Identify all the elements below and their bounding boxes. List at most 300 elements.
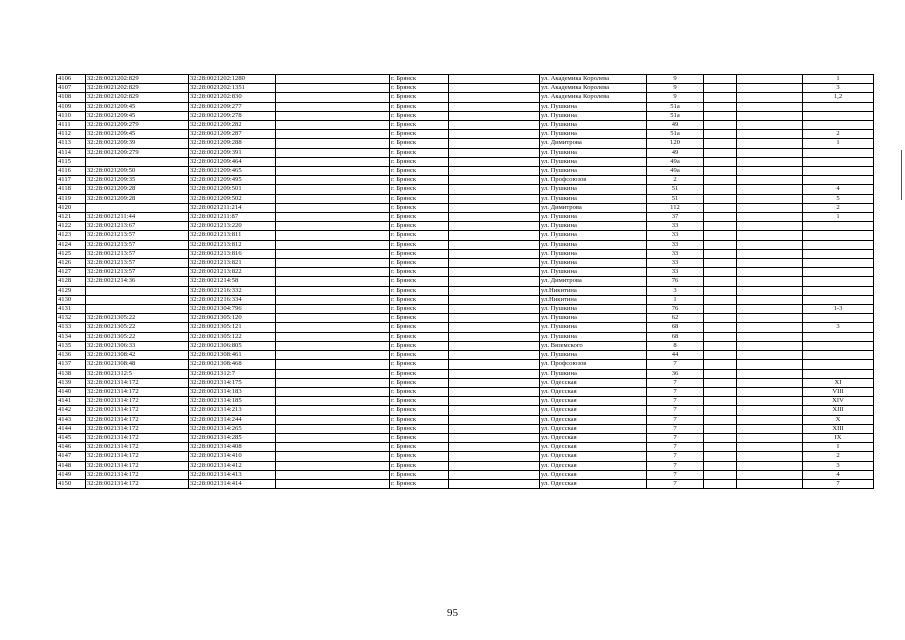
empty-cell-cell <box>449 259 540 268</box>
empty-cell-cell <box>737 240 803 249</box>
table-row <box>57 479 874 488</box>
table-row <box>57 406 874 415</box>
house-number-cell: 7 <box>647 378 704 387</box>
table-row <box>57 194 874 203</box>
empty-cell-cell <box>276 351 390 360</box>
parent-cadastral-number-cell: 32:28:0021314:172 <box>86 479 189 488</box>
table-row <box>57 461 874 470</box>
city-cell: г. Брянск <box>390 167 449 176</box>
empty-cell-cell <box>449 443 540 452</box>
house-number-cell: 7 <box>647 433 704 442</box>
cadastral-number-cell: 32:28:0021202:830 <box>189 93 276 102</box>
cadastral-number-cell: 32:28:0021216:332 <box>189 286 276 295</box>
empty-cell-cell <box>737 148 803 157</box>
house-number-cell: 7 <box>647 387 704 396</box>
parent-cadastral-number-cell: 32:28:0021209:45 <box>86 111 189 120</box>
table-row <box>57 102 874 111</box>
cadastral-number-cell: 32:28:0021209:278 <box>189 111 276 120</box>
empty-cell-cell <box>704 387 737 396</box>
empty-cell-cell <box>704 424 737 433</box>
cadastral-number-cell: 32:28:0021214:58 <box>189 277 276 286</box>
street-cell: ул. Академика Королева <box>540 93 647 102</box>
parent-cadastral-number-cell: 32:28:0021202:829 <box>86 84 189 93</box>
empty-cell-cell <box>449 249 540 258</box>
house-number-cell: 49а <box>647 157 704 166</box>
city-cell: г. Брянск <box>390 93 449 102</box>
parent-cadastral-number-cell: 32:28:0021209:45 <box>86 102 189 111</box>
table-row <box>57 378 874 387</box>
city-cell: г. Брянск <box>390 148 449 157</box>
empty-cell-cell <box>276 259 390 268</box>
cadastral-number-cell: 32:28:0021314:213 <box>189 406 276 415</box>
empty-cell-cell <box>704 314 737 323</box>
city-cell: г. Брянск <box>390 433 449 442</box>
empty-cell-cell <box>704 406 737 415</box>
empty-cell-cell <box>276 84 390 93</box>
house-number-cell: 7 <box>647 443 704 452</box>
empty-cell-cell <box>737 121 803 130</box>
empty-cell-cell <box>737 176 803 185</box>
empty-cell-cell <box>737 102 803 111</box>
city-cell: г. Брянск <box>390 406 449 415</box>
street-cell: ул. Одесская <box>540 452 647 461</box>
empty-cell-cell <box>449 461 540 470</box>
empty-cell-cell <box>449 397 540 406</box>
table-row <box>57 157 874 166</box>
record-number-cell: 4138 <box>57 369 86 378</box>
street-cell: ул. Пушкина <box>540 148 647 157</box>
parent-cadastral-number-cell: 32:28:0021314:172 <box>86 415 189 424</box>
cadastral-number-cell: 32:28:0021314:285 <box>189 433 276 442</box>
empty-cell-cell <box>704 277 737 286</box>
record-number-cell: 4128 <box>57 277 86 286</box>
empty-cell-cell <box>449 75 540 84</box>
empty-cell-cell <box>704 93 737 102</box>
parent-cadastral-number-cell: 32:28:0021314:172 <box>86 443 189 452</box>
street-cell: ул. Одесская <box>540 470 647 479</box>
city-cell: г. Брянск <box>390 369 449 378</box>
house-number-cell: 7 <box>647 470 704 479</box>
city-cell: г. Брянск <box>390 176 449 185</box>
scan-edge-mark <box>901 150 902 200</box>
empty-cell-cell <box>276 194 390 203</box>
empty-cell-cell <box>737 470 803 479</box>
table-row <box>57 397 874 406</box>
house-number-cell: 33 <box>647 259 704 268</box>
house-number-cell: 33 <box>647 222 704 231</box>
street-cell: ул. Пушкина <box>540 323 647 332</box>
apartment-number-cell: 5 <box>803 194 874 203</box>
empty-cell-cell <box>276 406 390 415</box>
parent-cadastral-number-cell: 32:28:0021306:33 <box>86 341 189 350</box>
city-cell: г. Брянск <box>390 139 449 148</box>
cadastral-number-cell: 32:28:0021211:214 <box>189 203 276 212</box>
house-number-cell: 9 <box>647 84 704 93</box>
record-number-cell: 4136 <box>57 351 86 360</box>
parent-cadastral-number-cell: 32:28:0021213:57 <box>86 231 189 240</box>
house-number-cell: 68 <box>647 323 704 332</box>
house-number-cell: 1 <box>647 295 704 304</box>
empty-cell-cell <box>276 268 390 277</box>
street-cell: ул. Димитрова <box>540 203 647 212</box>
empty-cell-cell <box>737 194 803 203</box>
apartment-number-cell: 1-3 <box>803 305 874 314</box>
empty-cell-cell <box>449 433 540 442</box>
city-cell: г. Брянск <box>390 470 449 479</box>
empty-cell-cell <box>276 240 390 249</box>
empty-cell-cell <box>704 185 737 194</box>
city-cell: г. Брянск <box>390 323 449 332</box>
empty-cell-cell <box>737 332 803 341</box>
city-cell: г. Брянск <box>390 424 449 433</box>
table-row <box>57 424 874 433</box>
table-row <box>57 185 874 194</box>
empty-cell-cell <box>704 167 737 176</box>
parent-cadastral-number-cell: 32:28:0021214:36 <box>86 277 189 286</box>
record-number-cell: 4118 <box>57 185 86 194</box>
empty-cell-cell <box>737 84 803 93</box>
empty-cell-cell <box>276 93 390 102</box>
empty-cell-cell <box>449 295 540 304</box>
empty-cell-cell <box>737 378 803 387</box>
house-number-cell: 51 <box>647 194 704 203</box>
street-cell: ул. Одесская <box>540 479 647 488</box>
parent-cadastral-number-cell <box>86 286 189 295</box>
city-cell: г. Брянск <box>390 286 449 295</box>
cadastral-number-cell: 32:28:0021304:796 <box>189 305 276 314</box>
empty-cell-cell <box>737 222 803 231</box>
empty-cell-cell <box>276 341 390 350</box>
empty-cell-cell <box>449 231 540 240</box>
street-cell: ул. Одесская <box>540 424 647 433</box>
city-cell: г. Брянск <box>390 102 449 111</box>
apartment-number-cell <box>803 295 874 304</box>
empty-cell-cell <box>449 139 540 148</box>
empty-cell-cell <box>737 415 803 424</box>
street-cell: ул. Димитрова <box>540 277 647 286</box>
empty-cell-cell <box>737 433 803 442</box>
record-number-cell: 4139 <box>57 378 86 387</box>
city-cell: г. Брянск <box>390 185 449 194</box>
empty-cell-cell <box>737 461 803 470</box>
apartment-number-cell <box>803 249 874 258</box>
apartment-number-cell <box>803 176 874 185</box>
empty-cell-cell <box>449 286 540 295</box>
table-row <box>57 470 874 479</box>
cadastral-number-cell: 32:28:0021209:288 <box>189 139 276 148</box>
empty-cell-cell <box>449 84 540 93</box>
apartment-number-cell <box>803 157 874 166</box>
record-number-cell: 4111 <box>57 121 86 130</box>
empty-cell-cell <box>276 222 390 231</box>
apartment-number-cell <box>803 222 874 231</box>
parent-cadastral-number-cell: 32:28:0021213:57 <box>86 240 189 249</box>
apartment-number-cell <box>803 102 874 111</box>
table-row <box>57 121 874 130</box>
empty-cell-cell <box>704 259 737 268</box>
street-cell: ул. Пушкина <box>540 194 647 203</box>
empty-cell-cell <box>449 479 540 488</box>
empty-cell-cell <box>449 157 540 166</box>
apartment-number-cell: XIV <box>803 397 874 406</box>
empty-cell-cell <box>449 111 540 120</box>
street-cell: ул. Одесская <box>540 415 647 424</box>
cadastral-number-cell: 32:28:0021209:501 <box>189 185 276 194</box>
city-cell: г. Брянск <box>390 387 449 396</box>
parent-cadastral-number-cell: 32:28:0021209:39 <box>86 139 189 148</box>
apartment-number-cell: VIII <box>803 387 874 396</box>
empty-cell-cell <box>737 397 803 406</box>
empty-cell-cell <box>276 102 390 111</box>
parent-cadastral-number-cell <box>86 295 189 304</box>
empty-cell-cell <box>704 341 737 350</box>
city-cell: г. Брянск <box>390 397 449 406</box>
record-number-cell: 4140 <box>57 387 86 396</box>
empty-cell-cell <box>449 341 540 350</box>
apartment-number-cell: XI <box>803 378 874 387</box>
empty-cell-cell <box>704 305 737 314</box>
street-cell: ул. Одесская <box>540 387 647 396</box>
parent-cadastral-number-cell: 32:28:0021213:67 <box>86 222 189 231</box>
apartment-number-cell <box>803 240 874 249</box>
house-number-cell: 9 <box>647 93 704 102</box>
empty-cell-cell <box>449 240 540 249</box>
street-cell: ул. Пушкина <box>540 167 647 176</box>
empty-cell-cell <box>704 194 737 203</box>
house-number-cell: 120 <box>647 139 704 148</box>
table-row <box>57 305 874 314</box>
house-number-cell: 7 <box>647 406 704 415</box>
cadastral-number-cell: 32:28:0021314:183 <box>189 387 276 396</box>
cadastral-number-cell: 32:28:0021202:1351 <box>189 84 276 93</box>
empty-cell-cell <box>276 424 390 433</box>
table-row <box>57 369 874 378</box>
record-number-cell: 4148 <box>57 461 86 470</box>
apartment-number-cell: 3 <box>803 323 874 332</box>
record-number-cell: 4147 <box>57 452 86 461</box>
empty-cell-cell <box>737 157 803 166</box>
street-cell: ул. Профсоюзов <box>540 360 647 369</box>
apartment-number-cell: 4 <box>803 185 874 194</box>
empty-cell-cell <box>737 286 803 295</box>
empty-cell-cell <box>704 351 737 360</box>
apartment-number-cell: 1,2 <box>803 93 874 102</box>
empty-cell-cell <box>737 360 803 369</box>
record-number-cell: 4115 <box>57 157 86 166</box>
empty-cell-cell <box>276 203 390 212</box>
city-cell: г. Брянск <box>390 452 449 461</box>
apartment-number-cell: IX <box>803 433 874 442</box>
record-number-cell: 4119 <box>57 194 86 203</box>
empty-cell-cell <box>704 213 737 222</box>
empty-cell-cell <box>449 452 540 461</box>
empty-cell-cell <box>704 240 737 249</box>
record-number-cell: 4146 <box>57 443 86 452</box>
empty-cell-cell <box>276 369 390 378</box>
cadastral-number-cell: 32:28:0021308:461 <box>189 351 276 360</box>
empty-cell-cell <box>704 433 737 442</box>
record-number-cell: 4125 <box>57 249 86 258</box>
empty-cell-cell <box>449 167 540 176</box>
street-cell: ул. Пушкина <box>540 102 647 111</box>
table-row <box>57 213 874 222</box>
parent-cadastral-number-cell: 32:28:0021202:829 <box>86 75 189 84</box>
empty-cell-cell <box>449 351 540 360</box>
empty-cell-cell <box>449 387 540 396</box>
parent-cadastral-number-cell: 32:28:0021213:57 <box>86 268 189 277</box>
house-number-cell: 51а <box>647 102 704 111</box>
city-cell: г. Брянск <box>390 268 449 277</box>
cadastral-number-cell: 32:28:0021314:175 <box>189 378 276 387</box>
table-row <box>57 332 874 341</box>
cadastral-number-cell: 32:28:0021213:822 <box>189 268 276 277</box>
city-cell: г. Брянск <box>390 314 449 323</box>
empty-cell-cell <box>276 139 390 148</box>
empty-cell-cell <box>276 387 390 396</box>
record-number-cell: 4134 <box>57 332 86 341</box>
city-cell: г. Брянск <box>390 194 449 203</box>
cadastral-number-cell: 32:28:0021314:412 <box>189 461 276 470</box>
empty-cell-cell <box>704 231 737 240</box>
record-number-cell: 4110 <box>57 111 86 120</box>
city-cell: г. Брянск <box>390 305 449 314</box>
apartment-number-cell <box>803 268 874 277</box>
cadastral-number-cell: 32:28:0021314:410 <box>189 452 276 461</box>
city-cell: г. Брянск <box>390 213 449 222</box>
empty-cell-cell <box>449 194 540 203</box>
city-cell: г. Брянск <box>390 351 449 360</box>
table-row <box>57 176 874 185</box>
street-cell: ул. Пушкина <box>540 222 647 231</box>
empty-cell-cell <box>737 139 803 148</box>
empty-cell-cell <box>276 295 390 304</box>
empty-cell-cell <box>737 185 803 194</box>
table-row <box>57 415 874 424</box>
empty-cell-cell <box>449 277 540 286</box>
parent-cadastral-number-cell: 32:28:0021202:829 <box>86 93 189 102</box>
parent-cadastral-number-cell: 32:28:0021209:28 <box>86 185 189 194</box>
table-row <box>57 433 874 442</box>
table-row <box>57 75 874 84</box>
apartment-number-cell <box>803 332 874 341</box>
empty-cell-cell <box>449 203 540 212</box>
empty-cell-cell <box>704 295 737 304</box>
empty-cell-cell <box>276 461 390 470</box>
table-row <box>57 268 874 277</box>
house-number-cell: 76 <box>647 305 704 314</box>
house-number-cell: 62 <box>647 314 704 323</box>
cadastral-number-cell: 32:28:0021314:265 <box>189 424 276 433</box>
cadastral-number-cell: 32:28:0021314:413 <box>189 470 276 479</box>
parent-cadastral-number-cell: 32:28:0021209:279 <box>86 121 189 130</box>
cadastral-number-cell: 32:28:0021209:495 <box>189 176 276 185</box>
page-number: 95 <box>447 607 458 619</box>
empty-cell-cell <box>737 111 803 120</box>
empty-cell-cell <box>276 148 390 157</box>
empty-cell-cell <box>704 332 737 341</box>
street-cell: ул. Пушкина <box>540 369 647 378</box>
cadastral-number-cell: 32:28:0021213:220 <box>189 222 276 231</box>
apartment-number-cell: XIII <box>803 424 874 433</box>
parent-cadastral-number-cell: 32:28:0021305:22 <box>86 314 189 323</box>
house-number-cell: 3 <box>647 286 704 295</box>
apartment-number-cell: 7 <box>803 479 874 488</box>
table-row <box>57 295 874 304</box>
apartment-number-cell: 4 <box>803 470 874 479</box>
empty-cell-cell <box>276 479 390 488</box>
apartment-number-cell: 3 <box>803 84 874 93</box>
empty-cell-cell <box>704 84 737 93</box>
street-cell: ул. Пушкина <box>540 157 647 166</box>
parent-cadastral-number-cell: 32:28:0021305:22 <box>86 323 189 332</box>
city-cell: г. Брянск <box>390 111 449 120</box>
table-row <box>57 93 874 102</box>
table-row <box>57 130 874 139</box>
house-number-cell: 51 <box>647 185 704 194</box>
empty-cell-cell <box>704 415 737 424</box>
record-number-cell: 4150 <box>57 479 86 488</box>
empty-cell-cell <box>449 332 540 341</box>
empty-cell-cell <box>704 479 737 488</box>
empty-cell-cell <box>449 176 540 185</box>
record-number-cell: 4112 <box>57 130 86 139</box>
empty-cell-cell <box>737 277 803 286</box>
cadastral-number-cell: 32:28:0021209:465 <box>189 167 276 176</box>
empty-cell-cell <box>276 433 390 442</box>
house-number-cell: 49 <box>647 148 704 157</box>
record-number-cell: 4132 <box>57 314 86 323</box>
record-number-cell: 4142 <box>57 406 86 415</box>
parent-cadastral-number-cell: 32:28:0021314:172 <box>86 387 189 396</box>
empty-cell-cell <box>737 314 803 323</box>
house-number-cell: 33 <box>647 231 704 240</box>
cadastral-number-cell: 32:28:0021202:1280 <box>189 75 276 84</box>
city-cell: г. Брянск <box>390 341 449 350</box>
empty-cell-cell <box>449 369 540 378</box>
cadastral-number-cell: 32:28:0021209:287 <box>189 130 276 139</box>
empty-cell-cell <box>737 387 803 396</box>
city-cell: г. Брянск <box>390 75 449 84</box>
city-cell: г. Брянск <box>390 479 449 488</box>
parent-cadastral-number-cell: 32:28:0021314:172 <box>86 397 189 406</box>
street-cell: ул. Одесская <box>540 397 647 406</box>
parent-cadastral-number-cell: 32:28:0021314:172 <box>86 406 189 415</box>
cadastral-number-cell: 32:28:0021306:805 <box>189 341 276 350</box>
cadastral-number-cell: 32:28:0021213:821 <box>189 259 276 268</box>
empty-cell-cell <box>276 323 390 332</box>
apartment-number-cell <box>803 360 874 369</box>
apartment-number-cell: 3 <box>803 461 874 470</box>
house-number-cell: 7 <box>647 479 704 488</box>
city-cell: г. Брянск <box>390 157 449 166</box>
table-row <box>57 351 874 360</box>
empty-cell-cell <box>449 470 540 479</box>
empty-cell-cell <box>737 351 803 360</box>
city-cell: г. Брянск <box>390 231 449 240</box>
apartment-number-cell <box>803 314 874 323</box>
record-number-cell: 4135 <box>57 341 86 350</box>
empty-cell-cell <box>704 222 737 231</box>
table-row <box>57 111 874 120</box>
city-cell: г. Брянск <box>390 461 449 470</box>
empty-cell-cell <box>276 360 390 369</box>
parent-cadastral-number-cell: 32:28:0021314:172 <box>86 433 189 442</box>
empty-cell-cell <box>276 277 390 286</box>
empty-cell-cell <box>449 424 540 433</box>
cadastral-number-cell: 32:28:0021305:121 <box>189 323 276 332</box>
street-cell: ул. Профсоюзов <box>540 176 647 185</box>
empty-cell-cell <box>276 443 390 452</box>
